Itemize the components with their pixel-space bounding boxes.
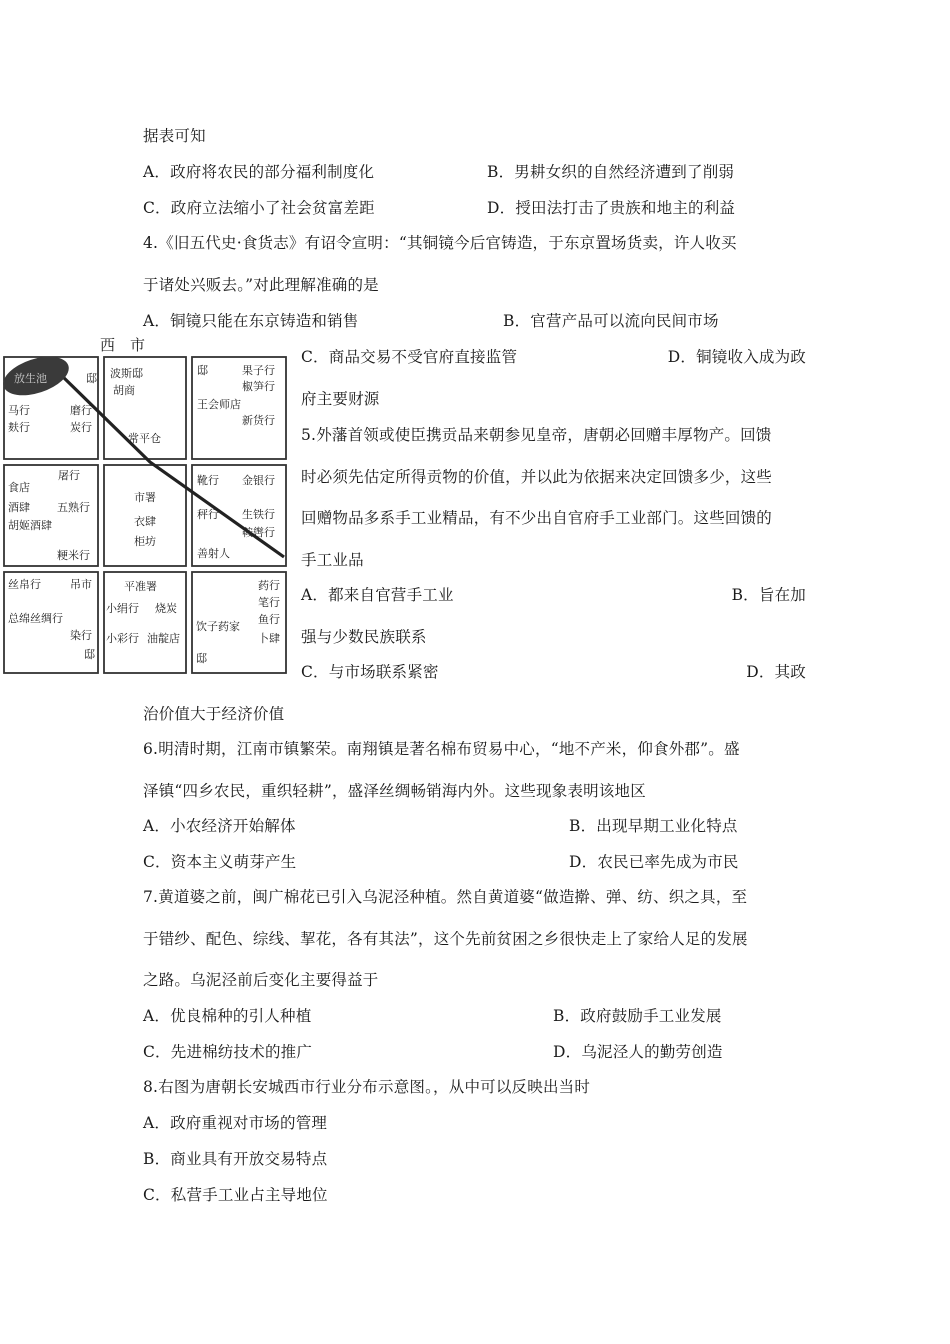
map-label: 卜肆 [258,632,280,645]
map-label: 酒肆 [8,501,30,514]
map-label: 麸行 [8,421,30,434]
q6-option-a: A．小农经济开始解体 [143,817,296,835]
map-label: 油靛店 [147,632,180,645]
q4-option-a: A．铜镜只能在东京铸造和销售 [143,312,359,330]
map-label: 五熟行 [57,501,90,514]
q4-option-d-cont: 府主要财源 [301,390,380,408]
q8-option-b: B．商业具有开放交易特点 [143,1150,328,1168]
q5-option-d: D．其政 [746,663,806,681]
map-label: 善射人 [197,547,230,560]
q8-option-c: C．私营手工业占主导地位 [143,1186,328,1204]
q8-stem: 8.右图为唐朝长安城西市行业分布示意图。，从中可以反映出当时 [143,1078,591,1096]
map-label: 王会师店 [197,398,241,411]
q6-option-d: D．农民已率先成为市民 [569,853,739,871]
q5-stem: 5.外藩首领或使臣携贡品来朝参见皇帝，唐朝必回赠丰厚物产。回馈 [301,426,772,444]
map-label: 总绵丝绸行 [8,612,63,625]
text-line: 据表可知 [143,127,206,145]
map-label: 鞍辔行 [242,526,275,539]
map-label: 椒笋行 [242,380,275,393]
map-label: 胡姬酒肆 [8,519,52,532]
map-label: 衣肆 [134,515,156,528]
map-label: 邸 [86,372,97,385]
map-label: 笔行 [258,596,280,609]
map-label: 药行 [258,579,280,592]
q4-stem: 4.《旧五代史·食货志》有诏令宣明：“其铜镜今后官铸造，于东京置场货卖，许人收买 [143,234,737,252]
q3-option-d: D．授田法打击了贵族和地主的利益 [487,199,736,217]
map-label: 平准署 [124,580,157,593]
west-market-map [0,332,300,677]
q7-option-d: D．乌泥泾人的勤劳创造 [553,1043,723,1061]
map-label: 粳米行 [57,549,90,562]
map-label: 市署 [134,491,156,504]
q5-option-b: B．旨在加 [731,586,806,604]
map-label: 生铁行 [242,508,275,521]
map-label: 波斯邸 [110,367,143,380]
map-title: 西 市 [100,336,146,354]
q7-stem: 之路。乌泥泾前后变化主要得益于 [143,971,379,989]
map-label: 常平仓 [128,432,161,445]
map-label: 新货行 [242,414,275,427]
q6-stem: 泽镇“四乡农民，重织轻耕”，盛泽丝绸畅销海内外。这些现象表明该地区 [143,782,646,800]
q5-stem: 手工业品 [301,551,364,569]
map-label: 柜坊 [134,535,156,548]
q7-option-a: A．优良棉种的引人种植 [143,1007,312,1025]
q7-stem: 于错纱、配色、综线、挈花，各有其法”，这个先前贫困之乡很快走上了家给人足的发展 [143,930,748,948]
map-label: 金银行 [242,474,275,487]
map-label: 果子行 [242,364,275,377]
q4-option-d: D．铜镜收入成为政 [667,348,806,366]
q4-option-b: B．官营产品可以流向民间市场 [503,312,719,330]
map-label: 丝帛行 [8,578,41,591]
map-label: 食店 [8,481,30,494]
q3-option-c: C．政府立法缩小了社会贫富差距 [143,199,375,217]
map-label: 秤行 [197,508,219,521]
q5-option-d-cont: 治价值大于经济价值 [143,705,285,723]
q8-option-a: A．政府重视对市场的管理 [143,1114,328,1132]
map-label: 小彩行 [106,632,139,645]
map-label: 屠行 [58,469,80,482]
map-label: 吊市 [70,578,92,591]
q3-option-a: A．政府将农民的部分福利制度化 [143,163,375,181]
q5-stem: 回赠物品多系手工业精品，有不少出自官府手工业部门。这些回馈的 [301,509,773,527]
map-label: 马行 [8,404,30,417]
q6-option-b: B．出现早期工业化特点 [569,817,738,835]
map-label: 邸 [197,364,208,377]
map-label: 邸 [84,648,95,661]
q5-stem: 时必须先估定所得贡物的价值，并以此为依据来决定回馈多少，这些 [301,468,773,486]
q7-stem: 7.黄道婆之前，闽广棉花已引入乌泥泾种植。然自黄道婆“做造擀、弹、纺、织之具，至 [143,888,748,906]
q6-stem: 6.明清时期，江南市镇繁荣。南翔镇是著名棉布贸易中心，“地不产米，仰食外郡”。盛 [143,740,740,758]
q4-stem: 于诸处兴贩去。”对此理解准确的是 [143,276,379,294]
map-label: 饮子药家 [196,620,240,633]
map-label: 染行 [70,629,92,642]
q5-option-a: A．都来自官营手工业 [301,586,454,604]
map-label: 胡商 [113,384,135,397]
map-label: 磨行 [70,404,92,417]
map-label: 烧炭 [155,602,177,615]
map-label: 小绢行 [106,602,139,615]
q7-option-c: C．先进棉纺技术的推广 [143,1043,313,1061]
q6-option-c: C．资本主义萌芽产生 [143,853,297,871]
map-label: 鱼行 [258,613,280,626]
map-label: 炭行 [70,421,92,434]
q4-option-c: C．商品交易不受官府直接监管 [301,348,518,366]
pond-label: 放生池 [14,372,47,385]
map-label: 邸 [196,652,207,665]
map-label: 靴行 [197,474,219,487]
q5-option-c: C．与市场联系紧密 [301,663,439,681]
q3-option-b: B．男耕女织的自然经济遭到了削弱 [487,163,735,181]
q7-option-b: B．政府鼓励手工业发展 [553,1007,722,1025]
q5-option-b-cont: 强与少数民族联系 [301,628,427,646]
